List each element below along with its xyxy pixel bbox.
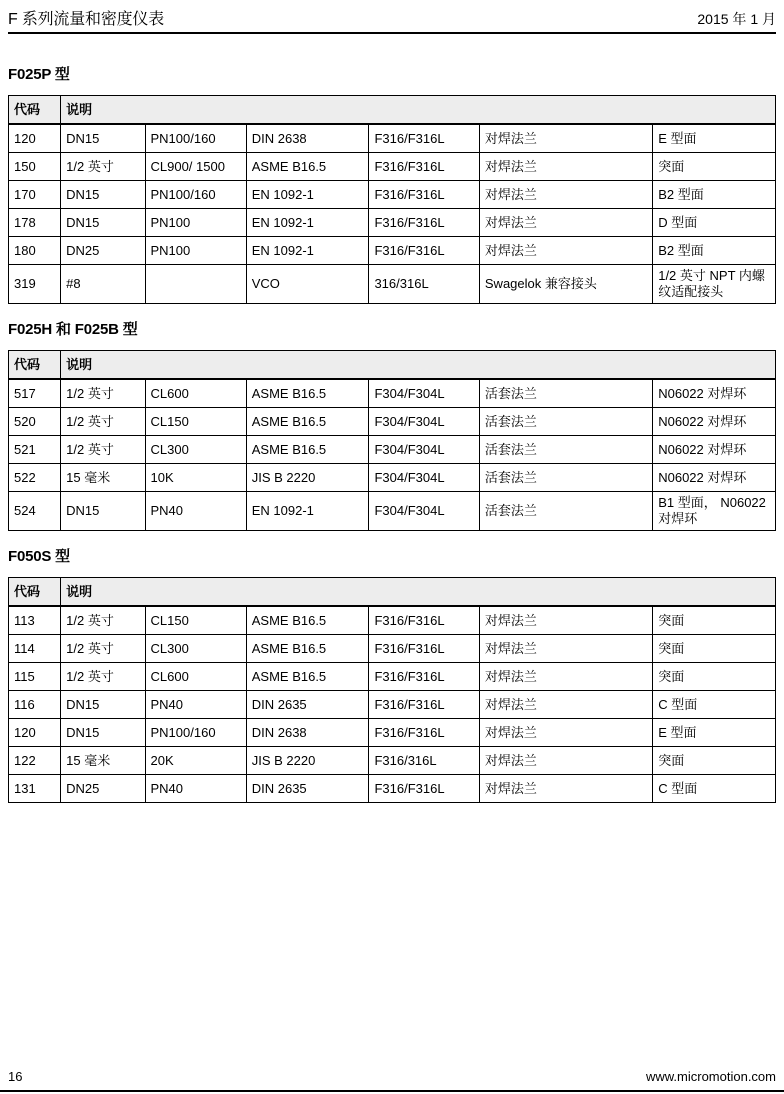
cell-code: 150	[9, 153, 61, 181]
cell-description: 316/316L	[369, 265, 479, 304]
cell-description	[145, 265, 246, 304]
header-date: 2015 年 1 月	[697, 11, 776, 27]
cell-description: 1/2 英寸	[61, 153, 145, 181]
cell-description: F316/F316L	[369, 691, 479, 719]
cell-description: 对焊法兰	[479, 606, 652, 635]
cell-description: 对焊法兰	[479, 635, 652, 663]
cell-description: F304/F304L	[369, 492, 479, 531]
cell-description: ASME B16.5	[246, 606, 369, 635]
table-row	[9, 181, 776, 209]
cell-description: 活套法兰	[479, 464, 652, 492]
spec-table	[8, 577, 776, 803]
column-header-description: 说明	[61, 578, 776, 607]
cell-description: ASME B16.5	[246, 436, 369, 464]
cell-description: F316/F316L	[369, 124, 479, 153]
cell-description: PN100	[145, 209, 246, 237]
cell-description: 1/2 英寸	[61, 436, 145, 464]
table-row	[9, 606, 776, 635]
cell-description: DIN 2638	[246, 124, 369, 153]
cell-description: DN15	[61, 209, 145, 237]
page-title: F 系列流量和密度仪表	[8, 11, 165, 28]
table-row	[9, 492, 776, 531]
cell-description: PN40	[145, 492, 246, 531]
cell-description: F316/F316L	[369, 153, 479, 181]
cell-description: 对焊法兰	[479, 663, 652, 691]
table-row	[9, 408, 776, 436]
section-heading: F025H 和 F025B 型	[8, 321, 138, 338]
cell-code: 521	[9, 436, 61, 464]
cell-description: CL150	[145, 408, 246, 436]
cell-description: 10K	[145, 464, 246, 492]
cell-description: EN 1092-1	[246, 181, 369, 209]
cell-description: N06022 对焊环	[653, 379, 776, 408]
cell-description: DN15	[61, 719, 145, 747]
bottom-rule	[0, 1090, 784, 1092]
cell-code: 170	[9, 181, 61, 209]
section-heading: F050S 型	[8, 548, 70, 565]
cell-description: 突面	[653, 606, 776, 635]
cell-description: 活套法兰	[479, 379, 652, 408]
cell-description: DN15	[61, 124, 145, 153]
table-row	[9, 237, 776, 265]
cell-code: 115	[9, 663, 61, 691]
cell-description: E 型面	[653, 124, 776, 153]
table-row	[9, 775, 776, 803]
column-header-description: 说明	[61, 96, 776, 125]
table-row	[9, 153, 776, 181]
cell-description: 突面	[653, 635, 776, 663]
cell-description: ASME B16.5	[246, 408, 369, 436]
cell-description: DIN 2638	[246, 719, 369, 747]
cell-description: ASME B16.5	[246, 635, 369, 663]
table-row	[9, 747, 776, 775]
cell-description: ASME B16.5	[246, 153, 369, 181]
cell-description: F316/F316L	[369, 635, 479, 663]
cell-description: F316/F316L	[369, 181, 479, 209]
document-header	[8, 6, 776, 34]
model-section	[8, 318, 776, 531]
table-row	[9, 124, 776, 153]
cell-description: 1/2 英寸	[61, 606, 145, 635]
cell-description: C 型面	[653, 691, 776, 719]
cell-description: N06022 对焊环	[653, 464, 776, 492]
cell-description: 突面	[653, 663, 776, 691]
section-heading: F025P 型	[8, 66, 70, 83]
cell-code: 522	[9, 464, 61, 492]
cell-description: C 型面	[653, 775, 776, 803]
cell-description: F316/F316L	[369, 663, 479, 691]
cell-description: 1/2 英寸	[61, 408, 145, 436]
cell-description: PN100	[145, 237, 246, 265]
cell-description: DIN 2635	[246, 691, 369, 719]
cell-description: F304/F304L	[369, 436, 479, 464]
cell-code: 113	[9, 606, 61, 635]
cell-description: DN25	[61, 775, 145, 803]
cell-description: DN15	[61, 181, 145, 209]
cell-description: PN100/160	[145, 719, 246, 747]
cell-description: 20K	[145, 747, 246, 775]
cell-code: 180	[9, 237, 61, 265]
table-row	[9, 379, 776, 408]
cell-description: 对焊法兰	[479, 747, 652, 775]
cell-description: 对焊法兰	[479, 775, 652, 803]
cell-code: 131	[9, 775, 61, 803]
column-header-description: 说明	[61, 351, 776, 380]
cell-description: EN 1092-1	[246, 237, 369, 265]
column-header-code: 代码	[9, 351, 61, 380]
cell-description: F316/F316L	[369, 209, 479, 237]
cell-code: 517	[9, 379, 61, 408]
cell-code: 122	[9, 747, 61, 775]
cell-description: 15 毫米	[61, 464, 145, 492]
cell-description: PN100/160	[145, 181, 246, 209]
table-row	[9, 265, 776, 304]
cell-description: PN40	[145, 775, 246, 803]
cell-description: F304/F304L	[369, 379, 479, 408]
cell-description: 对焊法兰	[479, 181, 652, 209]
cell-description: ASME B16.5	[246, 663, 369, 691]
cell-description: EN 1092-1	[246, 492, 369, 531]
cell-description: D 型面	[653, 209, 776, 237]
cell-description: EN 1092-1	[246, 209, 369, 237]
document-footer	[8, 1069, 776, 1084]
cell-code: 178	[9, 209, 61, 237]
cell-description: CL150	[145, 606, 246, 635]
table-header-row	[9, 578, 776, 607]
cell-description: 对焊法兰	[479, 237, 652, 265]
cell-description: 1/2 英寸	[61, 663, 145, 691]
cell-description: DN25	[61, 237, 145, 265]
cell-description: CL900/ 1500	[145, 153, 246, 181]
cell-description: 对焊法兰	[479, 124, 652, 153]
cell-code: 319	[9, 265, 61, 304]
cell-description: B2 型面	[653, 181, 776, 209]
cell-description: DIN 2635	[246, 775, 369, 803]
cell-description: PN40	[145, 691, 246, 719]
cell-description: CL300	[145, 635, 246, 663]
cell-description: VCO	[246, 265, 369, 304]
cell-description: 1/2 英寸 NPT 内螺纹适配接头	[653, 265, 776, 304]
cell-code: 524	[9, 492, 61, 531]
cell-code: 120	[9, 124, 61, 153]
cell-description: E 型面	[653, 719, 776, 747]
cell-description: 活套法兰	[479, 492, 652, 531]
table-row	[9, 464, 776, 492]
cell-code: 120	[9, 719, 61, 747]
table-header-row	[9, 351, 776, 380]
cell-description: #8	[61, 265, 145, 304]
cell-description: Swagelok 兼容接头	[479, 265, 652, 304]
cell-description: 突面	[653, 747, 776, 775]
cell-description: CL600	[145, 379, 246, 408]
content	[8, 63, 776, 803]
cell-description: 15 毫米	[61, 747, 145, 775]
cell-description: PN100/160	[145, 124, 246, 153]
column-header-code: 代码	[9, 578, 61, 607]
cell-description: F316/F316L	[369, 775, 479, 803]
cell-description: DN15	[61, 492, 145, 531]
cell-description: 1/2 英寸	[61, 379, 145, 408]
cell-description: N06022 对焊环	[653, 436, 776, 464]
column-header-code: 代码	[9, 96, 61, 125]
table-row	[9, 209, 776, 237]
cell-description: JIS B 2220	[246, 747, 369, 775]
table-row	[9, 691, 776, 719]
cell-description: CL600	[145, 663, 246, 691]
cell-description: F316/F316L	[369, 606, 479, 635]
cell-description: B1 型面， N06022 对焊环	[653, 492, 776, 531]
cell-description: JIS B 2220	[246, 464, 369, 492]
cell-description: F316/F316L	[369, 237, 479, 265]
cell-description: F316/316L	[369, 747, 479, 775]
table-row	[9, 436, 776, 464]
spec-table	[8, 95, 776, 304]
cell-description: 1/2 英寸	[61, 635, 145, 663]
model-section	[8, 545, 776, 803]
table-row	[9, 663, 776, 691]
cell-description: 对焊法兰	[479, 153, 652, 181]
cell-description: B2 型面	[653, 237, 776, 265]
cell-code: 114	[9, 635, 61, 663]
cell-description: 活套法兰	[479, 436, 652, 464]
footer-website: www.micromotion.com	[645, 1069, 776, 1084]
spec-table	[8, 350, 776, 531]
cell-description: 对焊法兰	[479, 691, 652, 719]
table-header-row	[9, 96, 776, 125]
cell-description: ASME B16.5	[246, 379, 369, 408]
cell-description: 突面	[653, 153, 776, 181]
page-number: 16	[8, 1069, 23, 1084]
cell-description: 对焊法兰	[479, 719, 652, 747]
cell-description: F304/F304L	[369, 464, 479, 492]
model-section	[8, 63, 776, 304]
cell-description: N06022 对焊环	[653, 408, 776, 436]
cell-description: 对焊法兰	[479, 209, 652, 237]
cell-description: CL300	[145, 436, 246, 464]
cell-description: DN15	[61, 691, 145, 719]
table-row	[9, 719, 776, 747]
cell-code: 520	[9, 408, 61, 436]
table-row	[9, 635, 776, 663]
cell-description: F304/F304L	[369, 408, 479, 436]
cell-description: F316/F316L	[369, 719, 479, 747]
cell-code: 116	[9, 691, 61, 719]
cell-description: 活套法兰	[479, 408, 652, 436]
